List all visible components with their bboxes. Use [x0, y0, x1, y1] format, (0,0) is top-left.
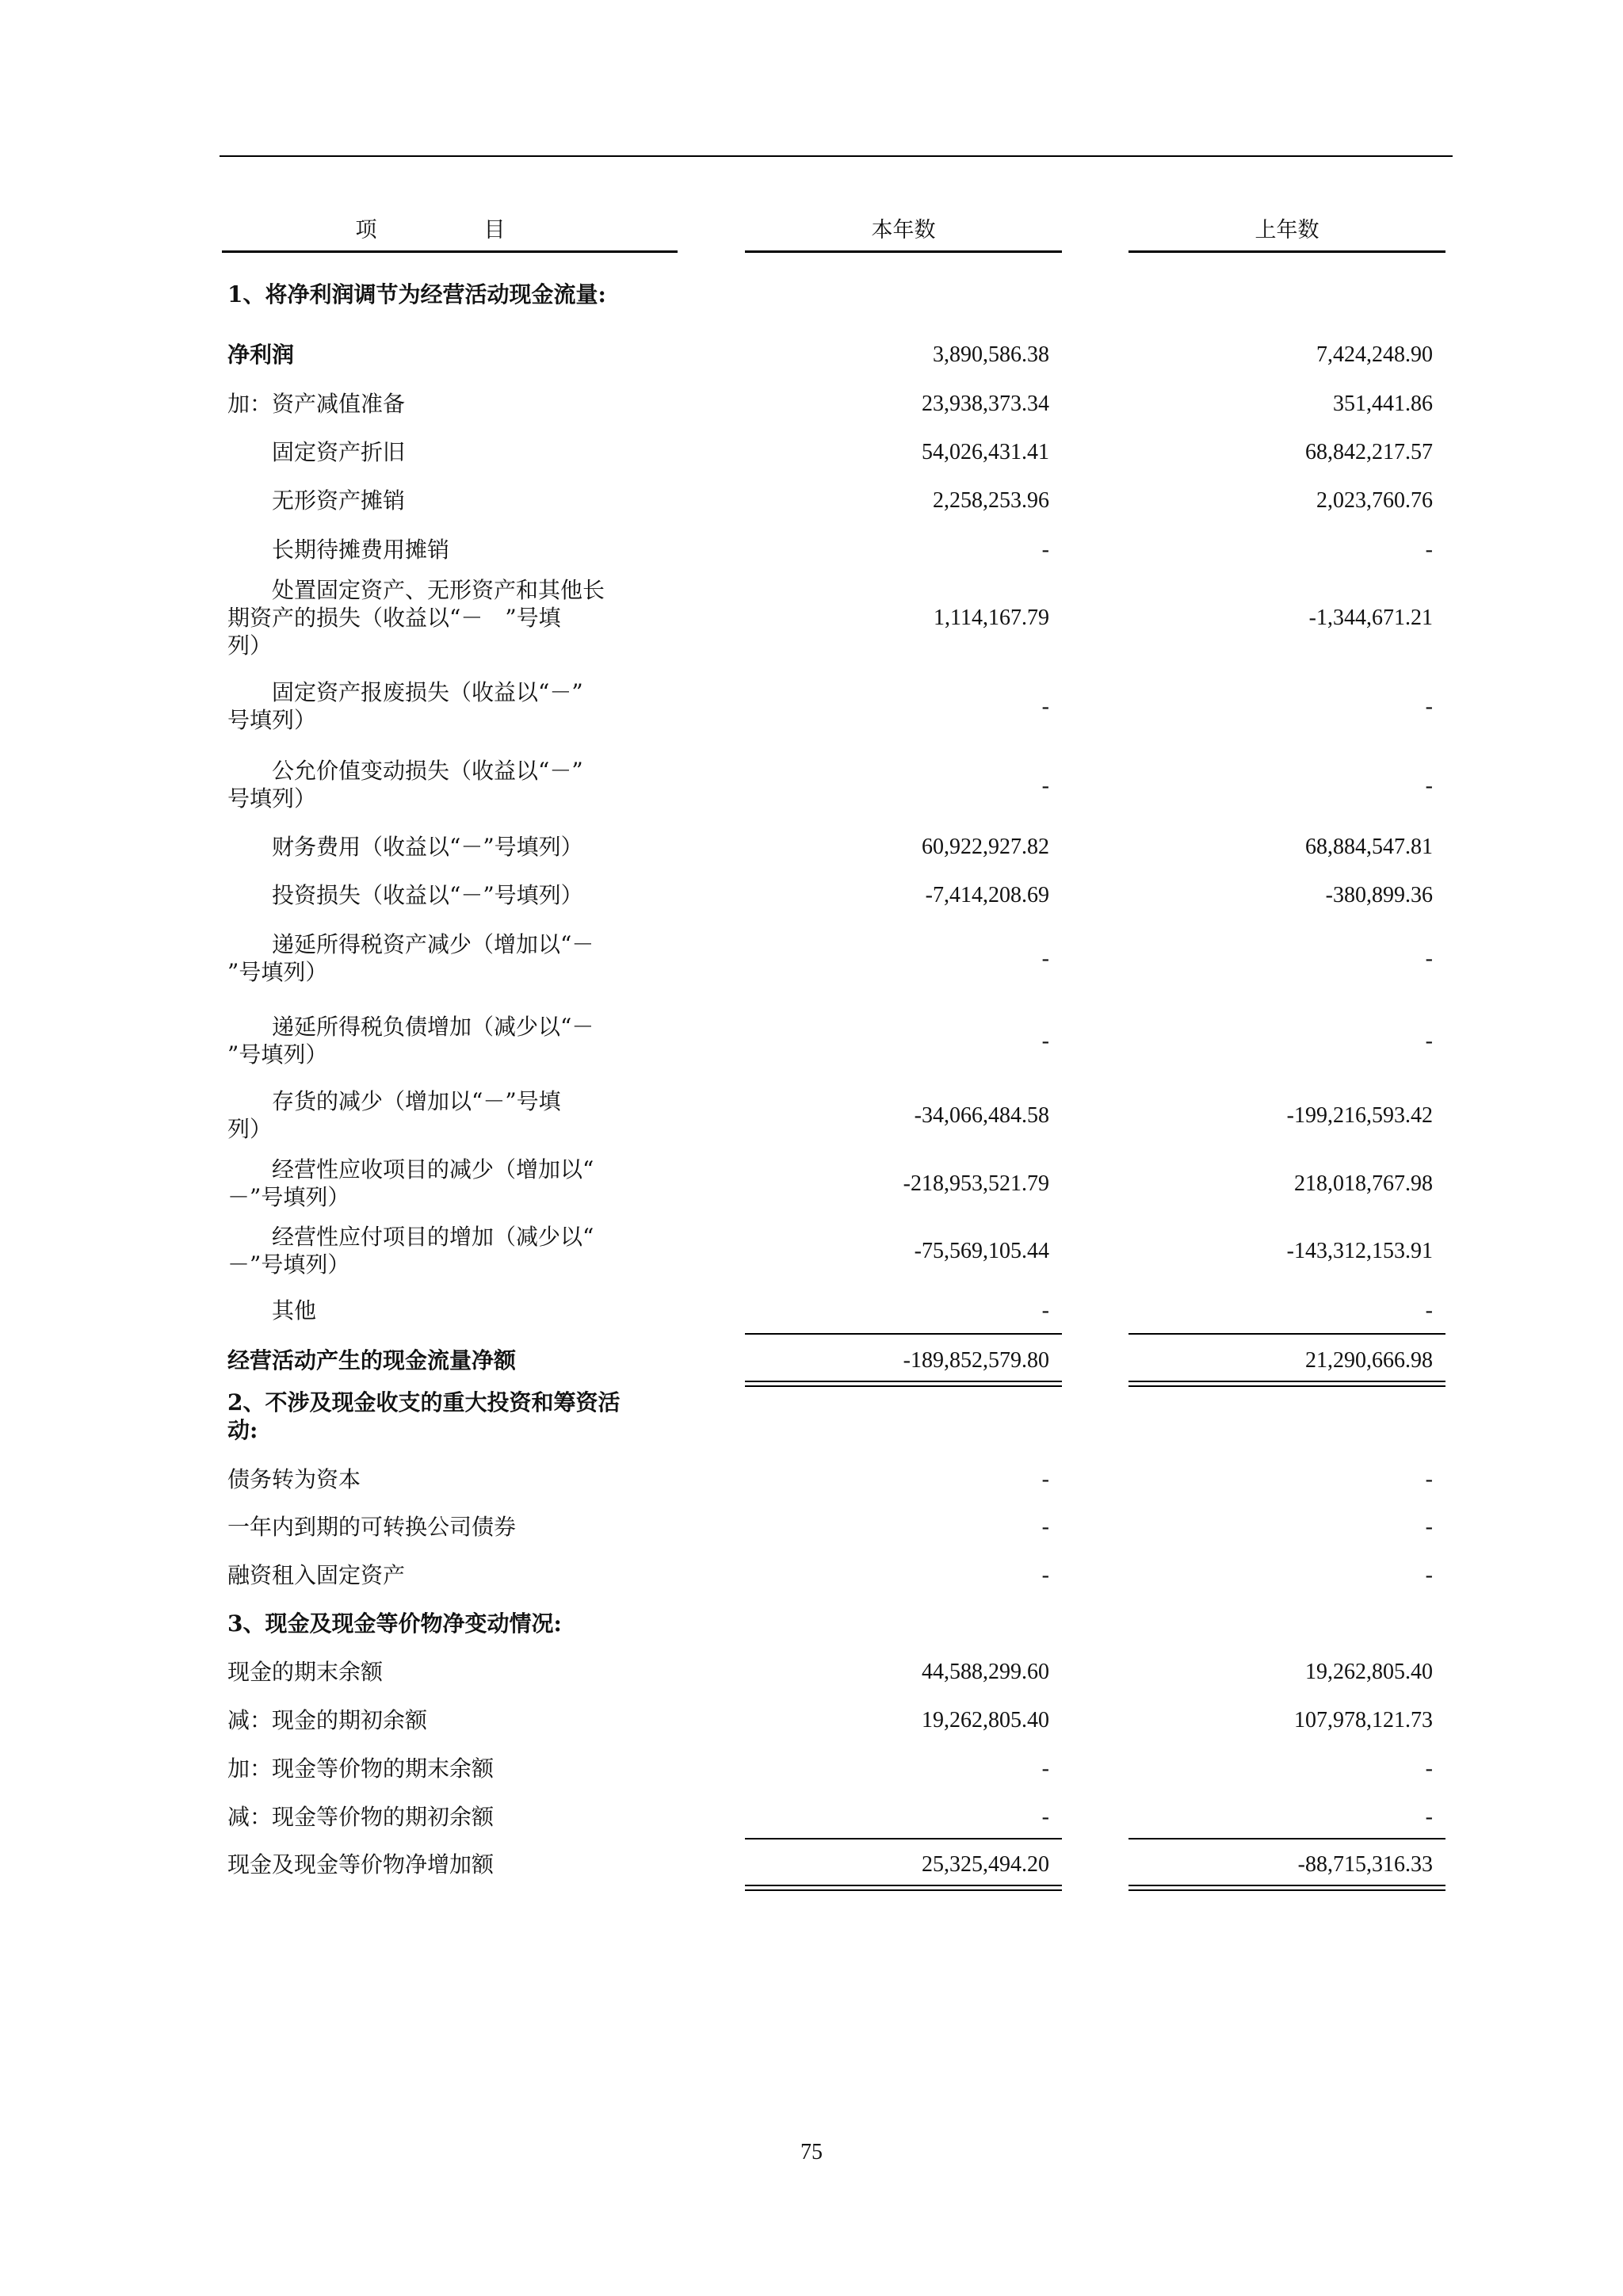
row-value-previous: 351,441.86 — [1333, 392, 1433, 416]
row-label: 减：现金的期初余额 — [227, 1707, 428, 1733]
row-value-current: 1,114,167.79 — [934, 606, 1049, 630]
subtotal-line-current — [745, 1333, 1062, 1335]
row-label: 净利润 — [227, 342, 295, 368]
double-underline-previous — [1128, 1381, 1445, 1382]
row-label: 经营性应付项目的增加（减少以“ －”号填列） — [227, 1224, 594, 1278]
row-value-current: - — [1041, 1467, 1049, 1492]
row-value-previous: - — [1425, 1756, 1433, 1781]
top-rule — [220, 155, 1453, 157]
header-underline-previous — [1128, 250, 1445, 253]
row-value-previous: 19,262,805.40 — [1305, 1660, 1433, 1684]
row-label: 递延所得税资产减少（增加以“－ ”号填列） — [227, 931, 594, 985]
row-value-previous: -380,899.36 — [1325, 883, 1433, 907]
row-label: 固定资产报废损失（收益以“－” 号填列） — [227, 679, 583, 733]
row-value-current: 2,258,253.96 — [933, 488, 1049, 513]
row-value-current: 44,588,299.60 — [922, 1660, 1049, 1684]
subtotal-label: 经营活动产生的现金流量净额 — [227, 1347, 517, 1373]
row-value-previous: 218,018,767.98 — [1294, 1171, 1433, 1196]
total-value-previous: -88,715,316.33 — [1297, 1852, 1433, 1877]
row-label: 公允价值变动损失（收益以“－” 号填列） — [227, 758, 583, 812]
row-value-previous: - — [1425, 1298, 1433, 1323]
header-underline-item — [222, 250, 678, 253]
row-value-previous: 68,842,217.57 — [1305, 440, 1433, 464]
header-current-year: 本年数 — [871, 218, 936, 243]
row-value-current: - — [1041, 1805, 1049, 1829]
total-value-current: 25,325,494.20 — [922, 1852, 1049, 1877]
row-value-current: 23,938,373.34 — [922, 392, 1049, 416]
row-value-previous: - — [1425, 1805, 1433, 1829]
row-value-current: 60,922,927.82 — [922, 835, 1049, 859]
subtotal-value-previous: 21,290,666.98 — [1305, 1348, 1433, 1373]
row-value-current: 19,262,805.40 — [922, 1708, 1049, 1733]
row-label: 加：资产减值准备 — [227, 391, 406, 417]
header-previous-year: 上年数 — [1254, 218, 1319, 243]
total-line-current — [745, 1838, 1062, 1839]
row-value-current: - — [1041, 694, 1049, 719]
row-label: 固定资产折旧 — [227, 439, 406, 465]
row-value-current: -7,414,208.69 — [925, 883, 1049, 907]
row-value-previous: 2,023,760.76 — [1316, 488, 1433, 513]
row-label: 存货的减少（增加以“－”号填 列） — [227, 1088, 561, 1142]
row-label: 长期待摊费用摊销 — [227, 537, 450, 563]
row-label: 递延所得税负债增加（减少以“－ ”号填列） — [227, 1014, 594, 1068]
row-label: 加：现金等价物的期末余额 — [227, 1755, 495, 1782]
double-underline-current — [745, 1381, 1062, 1382]
row-label: 债务转为资本 — [227, 1466, 361, 1492]
section-title: 1、将净利润调节为经营活动现金流量: — [227, 281, 606, 308]
row-label: 无形资产摊销 — [227, 487, 406, 514]
header-item: 项 目 — [355, 218, 548, 243]
row-value-current: - — [1041, 1515, 1049, 1539]
row-value-previous: - — [1425, 1515, 1433, 1539]
row-label: 现金的期末余额 — [227, 1659, 384, 1685]
row-value-previous: - — [1425, 694, 1433, 719]
row-value-current: - — [1041, 537, 1049, 562]
row-label: 处置固定资产、无形资产和其他长 期资产的损失（收益以“－ ”号填 列） — [227, 577, 605, 659]
subtotal-value-current: -189,852,579.80 — [903, 1348, 1049, 1373]
row-value-previous: - — [1425, 1467, 1433, 1492]
row-value-current: -34,066,484.58 — [914, 1103, 1049, 1128]
double-underline-previous — [1128, 1889, 1445, 1891]
row-value-previous: -1,344,671.21 — [1308, 606, 1433, 630]
row-value-current: -75,569,105.44 — [914, 1239, 1049, 1263]
double-underline-current — [745, 1889, 1062, 1891]
row-label: 一年内到期的可转换公司债券 — [227, 1514, 517, 1540]
double-underline-current — [745, 1385, 1062, 1387]
row-value-current: - — [1041, 1756, 1049, 1781]
row-value-current: -218,953,521.79 — [903, 1171, 1049, 1196]
row-value-previous: - — [1425, 1029, 1433, 1053]
header-underline-current — [745, 250, 1062, 253]
row-label: 其他 — [227, 1297, 317, 1324]
row-label: 投资损失（收益以“－”号填列） — [227, 882, 583, 908]
page-number: 75 — [800, 2140, 823, 2164]
row-label: 经营性应收项目的减少（增加以“ －”号填列） — [227, 1156, 594, 1210]
row-value-current: - — [1041, 1563, 1049, 1587]
row-label: 融资租入固定资产 — [227, 1562, 406, 1588]
row-label: 财务费用（收益以“－”号填列） — [227, 834, 583, 860]
row-value-current: - — [1041, 1029, 1049, 1053]
row-value-previous: - — [1425, 946, 1433, 971]
row-value-previous: - — [1425, 774, 1433, 798]
double-underline-current — [745, 1885, 1062, 1886]
row-value-current: 54,026,431.41 — [922, 440, 1049, 464]
row-value-previous: 68,884,547.81 — [1305, 835, 1433, 859]
double-underline-previous — [1128, 1385, 1445, 1387]
row-value-current: - — [1041, 774, 1049, 798]
row-value-previous: - — [1425, 1563, 1433, 1587]
subtotal-line-previous — [1128, 1333, 1445, 1335]
row-value-previous: 107,978,121.73 — [1294, 1708, 1433, 1733]
total-label: 现金及现金等价物净增加额 — [227, 1851, 495, 1878]
row-value-current: - — [1041, 946, 1049, 971]
row-value-current: 3,890,586.38 — [933, 342, 1049, 367]
row-label: 减：现金等价物的期初余额 — [227, 1804, 495, 1830]
row-value-previous: 7,424,248.90 — [1316, 342, 1433, 367]
section-title: 3、现金及现金等价物净变动情况: — [227, 1610, 562, 1637]
row-value-previous: - — [1425, 537, 1433, 562]
row-value-current: - — [1041, 1298, 1049, 1323]
row-value-previous: -143,312,153.91 — [1286, 1239, 1433, 1263]
double-underline-previous — [1128, 1885, 1445, 1886]
section-title: 2、不涉及现金收支的重大投资和筹资活 动: — [227, 1389, 621, 1443]
row-value-previous: -199,216,593.42 — [1286, 1103, 1433, 1128]
total-line-previous — [1128, 1838, 1445, 1839]
